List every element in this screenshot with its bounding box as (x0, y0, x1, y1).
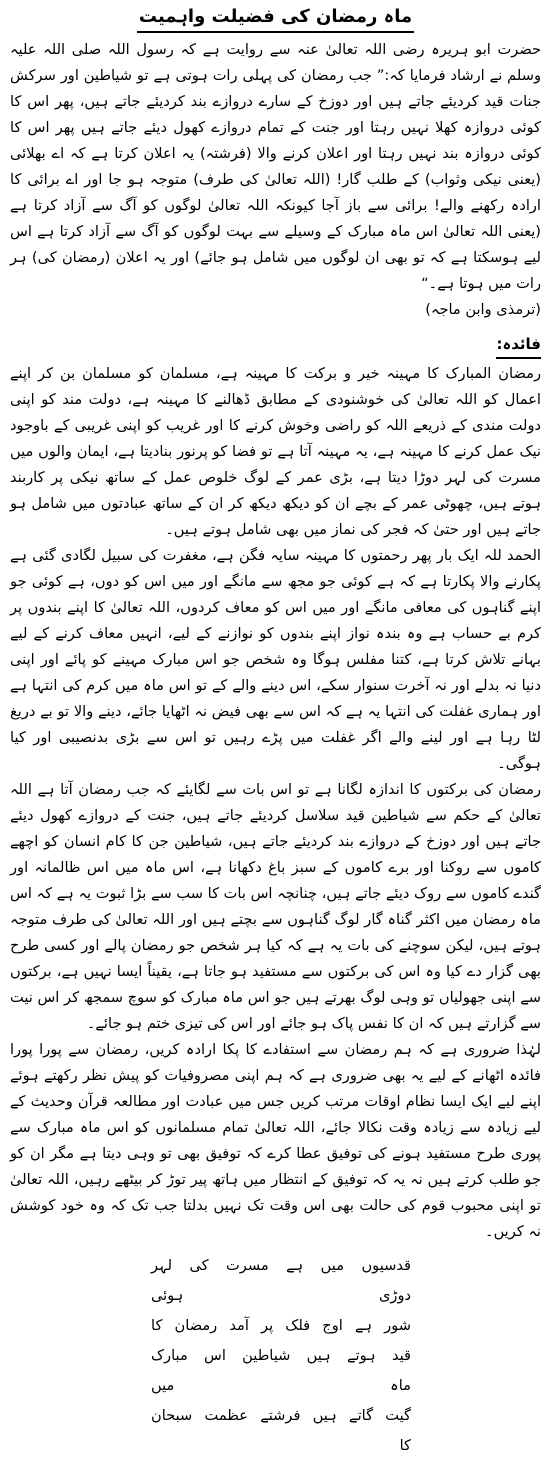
article-title-text: ماہ رمضان کی فضیلت واہمیت (137, 4, 414, 33)
paragraph-4: لہٰذا ضروری ہے کہ ہم رمضان سے استفادے کا پکا ارادہ کریں، رمضان سے پورا پورا فائدہ اٹھانے کے لیے یہ بھی ضروری ہے کہ ہم اپنی مصروفیات کو پیش نظر رکھتے ہوئے اپنے لیے ایک ایسا نظام اوقات مرتب کریں جس میں عبادت اور مطالعہ قرآن وحدیث کے لیے زیادہ سے زیادہ وقت نکالا جائے، اللہ تعالیٰ تمام مسلمانوں کو اس ماہ مبارک سے پوری طرح مستفید ہونے کی توفیق عطا کرے کہ توفیق بھی تو وہی دیتا ہے مگر ان کو جو طلب کرتے ہیں نہ یہ کہ توفیق کے انتظار میں ہاتھ پیر توڑ کر بیٹھے رہیں، اللہ تعالیٰ تو اپنی محبوب قوم کی حالت بھی اس وقت تک نہیں بدلتا جب تک کہ وہ خود کوشش نہ کریں۔ (10, 1041, 541, 1240)
poem (151, 1251, 541, 1461)
poem-line-2: شور ہے اوج فلک پر آمد رمضان کا (151, 1317, 411, 1334)
hadith-text: حضرت ابو ہریرہ رضی اللہ تعالیٰ عنہ سے روایت ہے کہ رسول اللہ صلی اللہ علیہ وسلم نے ارشاد فرمایا کہ:” جب رمضان کی پہلی رات ہوتی ہے تو شیاطین اور سرکش جنات قید کردیئے جاتے ہیں اور دوزخ کے سارے دروازے بند کردیئے جاتے ہیں، پھر اس کا کوئی دروازہ کھلا نہیں رہتا اور جنت کے تمام دروازے کھول دیئے جاتے ہیں پھر اس کا کوئی دروازہ بند نہیں رہتا اور اعلان کرنے والا (فرشتہ) یہ اعلان کرتا ہے کہ اے بھلائی (یعنی نیکی وثواب) کے طلب گار! (اللہ تعالیٰ کی طرف) متوجہ ہو جا اور اے برائی کا ارادہ رکھنے والے! برائی سے باز آجا کیونکہ اللہ تعالیٰ لوگوں کو آگ سے آزاد کرتا ہے (یعنی اللہ تعالیٰ اس ماہ مبارک کے وسیلے سے بہت لوگوں کو آگ سے آزاد کرتا ہے اس لیے ہوسکتا ہے کہ تو بھی ان لوگوں میں شامل ہو جائے) اور یہ اعلان (رمضان کی) ہر رات میں ہوتا ہے۔“ (10, 41, 541, 292)
paragraph-2: الحمد للہ ایک بار پھر رحمتوں کا مہینہ سایہ فگن ہے، مغفرت کی سبیل لگادی گئی ہے پکارنے والا پکارتا ہے کہ ہے کوئی جو مجھ سے مانگے اور میں اس کو دوں، ہے کوئی جو اپنے گناہوں کی معافی مانگے اور میں اس کو معاف کردوں، اللہ تعالیٰ کا اپنے بندوں پر کرم بے حساب ہے وہ بندہ نواز اپنے بندوں کو نوازنے کے لیے، انہیں معاف کرنے کے لیے بہانے تلاش کرتا ہے، کتنا مفلس ہوگا وہ شخص جو اس مبارک مہینے کو پائے اور اپنی دنیا نہ بدلے اور نہ آخرت سنوار سکے، اس دینے والے کے تو اس ماہ میں کرم کی انتہا ہے اور ہماری غفلت کی انتہا یہ ہے کہ اس سے بھی فیض نہ اٹھایا جائے، دینے والا تو بے دریغ لٹا رہا ہے اور لینے والے اگر غفلت میں پڑے رہیں تو اس سے بڑی بدنصیبی اور کیا ہوگی۔ (10, 547, 541, 772)
poem-line-3: قید ہوتے ہیں شیاطین اس مبارک ماہ میں (151, 1347, 411, 1394)
hadith-reference: (ترمذی وابن ماجہ) (425, 301, 541, 318)
article-page (0, 4, 549, 1474)
benefit-heading-text: فائدہ: (496, 331, 541, 359)
paragraph-3: رمضان کی برکتوں کا اندازہ لگانا ہے تو اس بات سے لگایئے کہ جب رمضان آتا ہے اللہ تعالیٰ کے حکم سے شیاطین قید سلاسل کردیئے جاتے ہیں، جنت کے دروازے کھول دیئے جاتے ہیں اور دوزخ کے دروازے بند کردیئے جاتے ہیں، شیاطین جن کا کام انسان کو اچھے کاموں سے روکنا اور برے کاموں کے سبز باغ دکھانا ہے، اس ماہ میں اس ظالمانہ اور گندے کاموں سے روک دیئے جاتے ہیں، چنانچہ اس بات کا سب سے بڑا ثبوت یہ ہے کہ اس ماہ رمضان میں اکثر گناہ گار لوگ گناہوں سے بچتے ہیں اور اللہ تعالیٰ کی طرف متوجہ ہوتے ہیں، لیکن سوچنے کی بات یہ ہے کہ کیا ہر شخص جو رمضان پالے اور کسی طرح بھی گزار دے کیا وہ اس کی برکتوں سے مستفید ہو جاتا ہے، یقیناً ایسا نہیں ہے، برکتوں سے اپنی جھولیاں تو وہی لوگ بھرتے ہیں جو اس ماہ مبارک کو سوچ سمجھ کر اس نیت سے گزارتے ہیں کہ ان کا نفس پاک ہو جائے اور اس کی تیزی ختم ہو جائے۔ (10, 781, 541, 1032)
article-title (10, 4, 541, 33)
poem-line-1: قدسیوں میں ہے مسرت کی لہر دوڑی ہوئی (151, 1257, 411, 1304)
benefit-heading (10, 331, 541, 359)
paragraph-1: رمضان المبارک کا مہینہ خیر و برکت کا مہینہ ہے، مسلمان کو مسلمان بن کر اپنے اعمال کو اللہ تعالیٰ کی خوشنودی کے مطابق ڈھالنے کا مہینہ ہے، دولت مند کو اپنی دولت مندی کے ذریعے اللہ کو راضی وخوش کرنے کا اور غریب کو اپنی غریبی کے باوجود نیک عمل کرنے کا مہینہ ہے، یہ مہینہ آتا ہے تو فضا کو پرنور بنادیتا ہے، ایمان والوں میں مسرت کی لہر دوڑا دیتا ہے، بڑی عمر کے لوگ خلوص عمل کے ساتھ نیکی پر کاربند ہوتے ہیں، چھوٹی عمر کے بچے ان کو دیکھ دیکھ کر ان کے ساتھ عبادتوں میں شامل ہو جاتے ہیں اور حتیٰ کہ فجر کی نماز میں بھی شامل ہوتے ہیں۔ (10, 365, 541, 538)
poem-line-4: گیت گاتے ہیں فرشتے عظمت سبحان کا (151, 1407, 411, 1454)
